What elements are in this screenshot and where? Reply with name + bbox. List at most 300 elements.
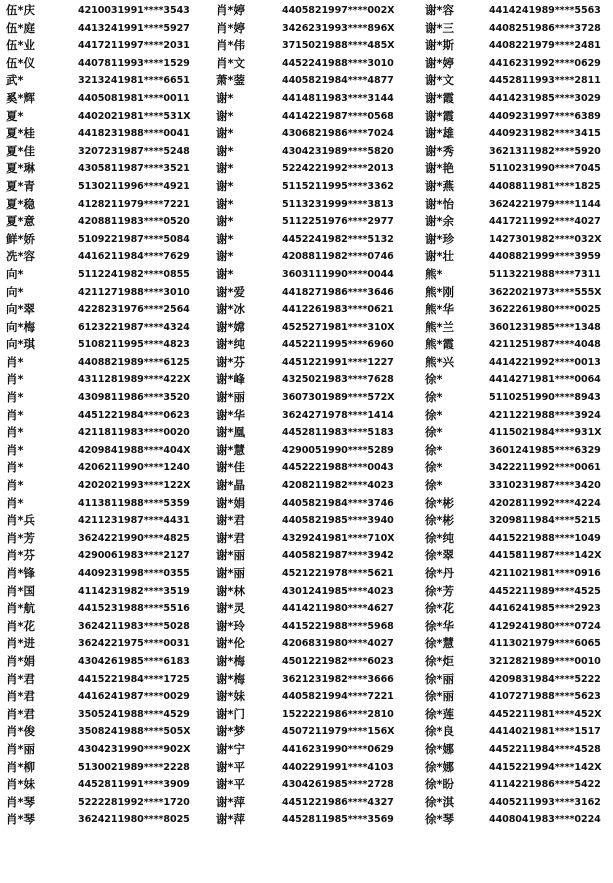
id-number: 4409231998****0355	[78, 568, 190, 579]
person-name: 肖*	[6, 460, 24, 475]
id-number: 4208811982****0746	[282, 251, 394, 263]
id-number: 4208811983****0520	[78, 216, 190, 228]
table-row	[0, 547, 613, 565]
id-number: 4309811986****3520	[78, 392, 190, 404]
id-number: 4114221986****5422	[489, 779, 601, 791]
person-name: 徐*	[425, 478, 443, 493]
person-name: 徐*	[425, 442, 443, 457]
id-number: 4211021981****0916	[489, 568, 601, 579]
id-number: 4418231988****0041	[78, 128, 190, 140]
person-name: 肖*	[6, 495, 24, 510]
id-number: 4228231976****2564	[78, 304, 190, 316]
id-number: 4408251986****3728	[489, 22, 601, 34]
table-row	[0, 600, 613, 618]
id-number: 4414221992****0013	[489, 356, 601, 368]
id-number: 4206831980****4027	[282, 638, 394, 650]
person-name: 徐*	[425, 425, 443, 440]
person-name: 肖*芳	[6, 530, 36, 545]
person-name: 徐*花	[425, 601, 455, 616]
person-name: 夏*青	[6, 178, 36, 193]
person-name: 向*翠	[6, 302, 36, 317]
id-number: 6123221987****4324	[78, 321, 190, 333]
table-row	[0, 442, 613, 460]
id-number: 4414021981****1517	[489, 726, 601, 738]
person-name: 谢*	[216, 196, 234, 211]
person-name: 谢*	[216, 126, 234, 141]
id-number: 4416241987****0029	[78, 691, 190, 703]
person-name: 徐*莲	[425, 706, 455, 721]
person-name: 鲜*娇	[6, 231, 36, 246]
person-name: 夏*意	[6, 214, 36, 229]
person-name: 肖*柳	[6, 759, 36, 774]
table-row	[0, 354, 613, 372]
id-number: 4304231990****902X	[78, 743, 191, 755]
id-number: 4405821985****3940	[282, 515, 394, 527]
person-name: 肖*锋	[6, 566, 36, 580]
table-row	[0, 143, 613, 161]
id-number: 4402021981****531X	[78, 110, 191, 122]
table-row	[0, 213, 613, 231]
id-number: 4290061983****2127	[78, 550, 190, 562]
id-number: 4209831984****5222	[489, 673, 601, 685]
id-number: 4405081981****0011	[78, 92, 190, 104]
id-number: 3213241981****6651	[78, 75, 190, 87]
id-number: 4405821994****7221	[282, 691, 394, 703]
person-name: 谢*艳	[425, 161, 455, 176]
table-row	[0, 688, 613, 706]
person-name: 肖*	[6, 354, 24, 369]
id-number: 4452811983****5183	[282, 427, 394, 439]
table-row	[0, 336, 613, 354]
id-number: 4415221994****142X	[489, 761, 602, 773]
person-name: 肖*君	[6, 671, 36, 686]
id-number: 4414211980****4627	[282, 603, 394, 615]
id-number: 3624221975****0031	[78, 638, 190, 650]
table-row	[0, 811, 613, 829]
id-number: 5110231990****7045	[489, 163, 601, 175]
id-number: 4409231982****3415	[489, 128, 601, 140]
person-name: 冼*容	[6, 249, 36, 264]
person-name: 肖*花	[6, 618, 36, 633]
id-number: 5112241982****0855	[78, 268, 190, 280]
person-name: 向*琪	[6, 337, 36, 352]
table-row	[0, 723, 613, 741]
id-number: 4415231988****5516	[78, 603, 190, 615]
person-name: 谢*霞	[425, 90, 455, 105]
id-number: 3622021973****555X	[489, 286, 602, 298]
table-row	[0, 653, 613, 671]
person-name: 肖*	[6, 390, 24, 405]
person-name: 谢*	[216, 249, 234, 264]
id-number: 4408221979****2481	[489, 40, 601, 52]
person-name: 肖*	[6, 425, 24, 440]
id-number: 4211811983****0020	[78, 427, 190, 439]
table-row	[0, 301, 613, 319]
person-name: 谢*萍	[216, 794, 246, 809]
id-number: 4329241981****710X	[282, 532, 395, 544]
id-number: 4408811981****1825	[489, 180, 601, 192]
id-number: 3601231985****1348	[489, 321, 601, 333]
person-name: 徐*丽	[425, 689, 455, 704]
table-row	[0, 108, 613, 126]
id-number: 4206211990****1240	[78, 462, 190, 474]
person-name: 徐*翠	[425, 548, 455, 563]
id-number: 4415221988****1049	[489, 532, 601, 544]
id-number: 4311281989****422X	[78, 374, 191, 386]
person-name: 谢*婷	[425, 55, 455, 70]
person-name: 谢*	[216, 143, 234, 158]
person-name: 徐*炬	[425, 653, 455, 668]
id-number: 4325021983****7628	[282, 374, 394, 386]
person-name: 肖*国	[6, 583, 36, 598]
person-name: 徐*慧	[425, 636, 455, 651]
person-name: 徐*淇	[425, 794, 455, 809]
id-number: 3621231982****3666	[282, 673, 394, 685]
id-number: 4405821997****002X	[282, 5, 395, 16]
person-name: 谢*丽	[216, 566, 246, 580]
person-name: 肖*妹	[6, 777, 36, 792]
id-number: 4107271988****5623	[489, 691, 601, 703]
id-number: 4416211984****7629	[78, 251, 190, 263]
person-name: 向*梅	[6, 319, 36, 334]
id-number: 4211251987****4048	[489, 339, 601, 351]
person-name: 夏*桂	[6, 126, 36, 141]
person-name: 萧*蓥	[216, 73, 246, 88]
table-row	[0, 125, 613, 143]
id-number: 4414231985****3029	[489, 92, 601, 104]
person-name: 谢*霞	[425, 108, 455, 123]
id-number: 4202021993****122X	[78, 480, 191, 492]
id-number: 4417211997****2031	[78, 40, 190, 52]
id-number: 4507211979****156X	[282, 726, 395, 738]
id-number: 4202811992****4224	[489, 497, 601, 509]
id-number: 4306821986****7024	[282, 128, 394, 140]
id-number: 4416231992****0629	[489, 57, 601, 69]
id-number: 4452221988****0043	[282, 462, 394, 474]
table-row	[0, 706, 613, 724]
id-number: 4402291991****4103	[282, 761, 394, 773]
table-row	[0, 424, 613, 442]
id-number: 5112251976****2977	[282, 216, 394, 228]
person-name: 谢*玲	[216, 618, 246, 633]
person-name: 谢*晶	[216, 478, 246, 493]
id-number: 5108211995****4823	[78, 339, 190, 351]
id-number: 4405211993****3162	[489, 796, 601, 808]
person-name: 熊*兴	[425, 354, 455, 369]
person-name: 谢*娟	[216, 495, 246, 510]
table-row	[0, 248, 613, 266]
id-number: 4129241980****0724	[489, 620, 601, 632]
person-name: 肖*芬	[6, 548, 36, 563]
person-name: 谢*	[216, 161, 234, 176]
person-name: 熊*刚	[425, 284, 455, 299]
id-number: 4501221982****6023	[282, 655, 394, 667]
table-row	[0, 389, 613, 407]
id-number: 5115211995****3362	[282, 180, 394, 192]
person-name: 谢*	[216, 178, 234, 193]
table-row	[0, 741, 613, 759]
table-row	[0, 231, 613, 249]
person-name: 熊*霞	[425, 337, 455, 352]
table-row	[0, 178, 613, 196]
person-name: 谢*燕	[425, 178, 455, 193]
person-name: 谢*芬	[216, 354, 246, 369]
person-name: 肖*	[6, 442, 24, 457]
table-row	[0, 20, 613, 38]
person-name: 谢*余	[425, 214, 455, 229]
id-number: 3310231987****3420	[489, 480, 601, 492]
id-number: 4211221988****3924	[489, 409, 601, 421]
person-name: 肖*俊	[6, 724, 36, 739]
table-row	[0, 776, 613, 794]
person-name: 谢*平	[216, 777, 246, 792]
table-row	[0, 90, 613, 108]
person-name: 肖*	[6, 478, 24, 493]
person-name: 夏*	[6, 108, 24, 123]
id-number: 4304261985****2728	[282, 779, 394, 791]
person-name: 肖*琴	[6, 794, 36, 809]
id-number: 4414811983****3144	[282, 92, 394, 104]
id-number: 3426231993****896X	[282, 22, 395, 34]
person-name: 谢*	[216, 108, 234, 123]
person-name: 夏*稳	[6, 196, 36, 211]
person-name: 夏*佳	[6, 143, 36, 158]
person-name: 徐*盼	[425, 777, 455, 792]
id-number: 4405821984****4877	[282, 75, 394, 87]
table-row	[0, 671, 613, 689]
id-number: 4405821984****3746	[282, 497, 394, 509]
person-name: 奚*辉	[6, 90, 36, 105]
id-number: 4413241991****5927	[78, 22, 190, 34]
id-number: 3621311982****5920	[489, 145, 601, 157]
id-number: 5113221988****7311	[489, 268, 601, 280]
person-name: 谢*壮	[425, 249, 455, 264]
person-name: 肖*文	[216, 55, 246, 70]
id-number: 4115021984****931X	[489, 427, 602, 439]
table-row	[0, 530, 613, 548]
id-number: 4416241985****2923	[489, 603, 601, 615]
person-name: 徐*	[425, 407, 443, 422]
id-number: 3715021988****485X	[282, 40, 395, 52]
person-name: 徐*琴	[425, 812, 455, 827]
id-number: 3624221979****1144	[489, 198, 601, 210]
person-name: 谢*门	[216, 706, 246, 721]
table-row	[0, 635, 613, 653]
table-row	[0, 371, 613, 389]
person-name: 谢*容	[425, 3, 455, 17]
id-number: 3508241988****505X	[78, 726, 191, 738]
table-row	[0, 407, 613, 425]
person-name: 夏*琳	[6, 161, 36, 176]
person-name: 谢*梅	[216, 653, 246, 668]
person-name: 熊*	[425, 266, 443, 281]
id-number: 3505241988****4529	[78, 708, 190, 720]
id-number: 5130021989****2228	[78, 761, 190, 773]
person-name: 谢*妹	[216, 689, 246, 704]
table-row	[0, 794, 613, 812]
person-name: 谢*	[216, 214, 234, 229]
id-number: 4452211981****452X	[489, 708, 602, 720]
person-name: 徐*	[425, 460, 443, 475]
person-name: 谢*平	[216, 759, 246, 774]
id-number: 4521221978****5621	[282, 568, 394, 579]
person-name: 徐*纯	[425, 530, 455, 545]
id-number: 4451221984****0623	[78, 409, 190, 421]
id-number: 4414241989****5563	[489, 5, 601, 16]
id-number: 3603111990****0044	[282, 268, 394, 280]
table-row	[0, 565, 613, 583]
person-name: 谢*	[216, 231, 234, 246]
id-number: 4211231987****4431	[78, 515, 190, 527]
id-number: 4451221991****1227	[282, 356, 394, 368]
id-number: 4405821987****3942	[282, 550, 394, 562]
person-name: 谢*丽	[216, 548, 246, 563]
person-name: 徐*	[425, 390, 443, 405]
person-name: 谢*梦	[216, 724, 246, 739]
table-row	[0, 160, 613, 178]
person-name: 谢*雄	[425, 126, 455, 141]
id-number: 3207231987****5248	[78, 145, 190, 157]
id-number: 4113811988****5359	[78, 497, 190, 509]
id-number: 4113021979****6065	[489, 638, 601, 650]
id-number: 4412261983****0621	[282, 304, 394, 316]
id-number: 3624211980****8025	[78, 814, 190, 826]
person-name: 谢*君	[216, 513, 246, 528]
person-name: 谢*爱	[216, 284, 246, 299]
person-name: 向*	[6, 284, 24, 299]
person-name: 谢*嫦	[216, 319, 246, 334]
id-number: 4417211992****4027	[489, 216, 601, 228]
person-name: 谢*慧	[216, 442, 246, 457]
id-number: 3624221990****4825	[78, 532, 190, 544]
id-number: 3212821989****0010	[489, 655, 601, 667]
person-name: 谢*宁	[216, 741, 246, 756]
id-number: 4304231989****5820	[282, 145, 394, 157]
person-name: 谢*佳	[216, 460, 246, 475]
id-number: 4452211995****6960	[282, 339, 394, 351]
id-number: 4290051990****5289	[282, 444, 394, 456]
person-name: 肖*兵	[6, 513, 36, 528]
person-name: 肖*婷	[216, 20, 246, 35]
person-name: 徐*良	[425, 724, 455, 739]
table-row	[0, 2, 613, 20]
person-name: 徐*丽	[425, 671, 455, 686]
table-row	[0, 495, 613, 513]
table-row	[0, 459, 613, 477]
id-number: 4408821989****6125	[78, 356, 190, 368]
person-name: 肖*琴	[6, 812, 36, 827]
person-name: 谢*梅	[216, 671, 246, 686]
table-row	[0, 37, 613, 55]
table-row	[0, 477, 613, 495]
person-name: 肖*娟	[6, 653, 36, 668]
person-name: 谢*君	[216, 530, 246, 545]
person-name: 谢*萍	[216, 812, 246, 827]
person-name: 肖*	[6, 372, 24, 387]
person-name: 徐*娜	[425, 741, 455, 756]
person-name: 谢*三	[425, 20, 455, 35]
id-number: 4525271981****310X	[282, 321, 395, 333]
id-number: 4452211989****4525	[489, 585, 601, 597]
table-row	[0, 72, 613, 90]
person-name: 谢*林	[216, 583, 246, 598]
id-number: 4415221988****5968	[282, 620, 394, 632]
id-number: 4209841988****404X	[78, 444, 191, 456]
id-number: 4305811987****3521	[78, 163, 190, 175]
person-name: 肖*进	[6, 636, 36, 651]
table-row	[0, 284, 613, 302]
id-number: 4301241985****4023	[282, 585, 394, 597]
person-name: 谢*丽	[216, 390, 246, 405]
person-name: 谢*秀	[425, 143, 455, 158]
id-number: 5109221987****5084	[78, 233, 190, 245]
id-number: 4451221986****4327	[282, 796, 394, 808]
person-name: 肖*伟	[216, 38, 246, 53]
table-row	[0, 759, 613, 777]
table-row	[0, 618, 613, 636]
person-name: 徐*彬	[425, 513, 455, 528]
id-number: 4414271981****0064	[489, 374, 601, 386]
person-name: 熊*兰	[425, 319, 455, 334]
id-number: 4452241988****3010	[282, 57, 394, 69]
id-number: 4407811993****1529	[78, 57, 190, 69]
id-number: 4418271986****3646	[282, 286, 394, 298]
person-name: 肖*	[6, 407, 24, 422]
person-name: 徐*华	[425, 618, 455, 633]
person-name: 向*	[6, 266, 24, 281]
person-name: 谢*凰	[216, 425, 246, 440]
person-name: 谢*文	[425, 73, 455, 88]
id-number: 3601241985****6329	[489, 444, 601, 456]
id-number: 4452811985****3569	[282, 814, 394, 826]
id-number: 4211271988****3010	[78, 286, 190, 298]
person-name: 谢*伦	[216, 636, 246, 651]
id-number: 4210031991****3543	[78, 5, 190, 16]
person-name: 伍*业	[6, 38, 36, 53]
person-name: 谢*纯	[216, 337, 246, 352]
person-name: 伍*仪	[6, 55, 36, 70]
table-row	[0, 196, 613, 214]
id-number: 5130211996****4921	[78, 180, 190, 192]
person-name: 肖*婷	[216, 3, 246, 17]
id-number: 4408821999****3959	[489, 251, 601, 263]
id-number: 1427301982****032X	[489, 233, 602, 245]
person-name: 谢*	[216, 90, 234, 105]
id-number: 5110251990****8943	[489, 392, 601, 404]
person-name: 熊*华	[425, 302, 455, 317]
name-id-list	[0, 2, 613, 829]
id-number: 4408041983****0224	[489, 814, 601, 826]
id-number: 4409231997****6389	[489, 110, 601, 122]
id-number: 4128211979****7221	[78, 198, 190, 210]
person-name: 徐*	[425, 372, 443, 387]
table-row	[0, 512, 613, 530]
person-name: 谢*斯	[425, 38, 455, 53]
id-number: 4452811991****3909	[78, 779, 190, 791]
id-number: 4415221984****1725	[78, 673, 190, 685]
id-number: 5224221992****2013	[282, 163, 394, 175]
id-number: 3607301989****572X	[282, 392, 395, 404]
id-number: 1522221986****2810	[282, 708, 394, 720]
person-name: 伍*庆	[6, 3, 36, 17]
person-name: 谢*华	[216, 407, 246, 422]
person-name: 肖*航	[6, 601, 36, 616]
id-number: 4452811993****2811	[489, 75, 601, 87]
person-name: 徐*彬	[425, 495, 455, 510]
table-row	[0, 319, 613, 337]
person-name: 徐*芳	[425, 583, 455, 598]
person-name: 伍*庭	[6, 20, 36, 35]
